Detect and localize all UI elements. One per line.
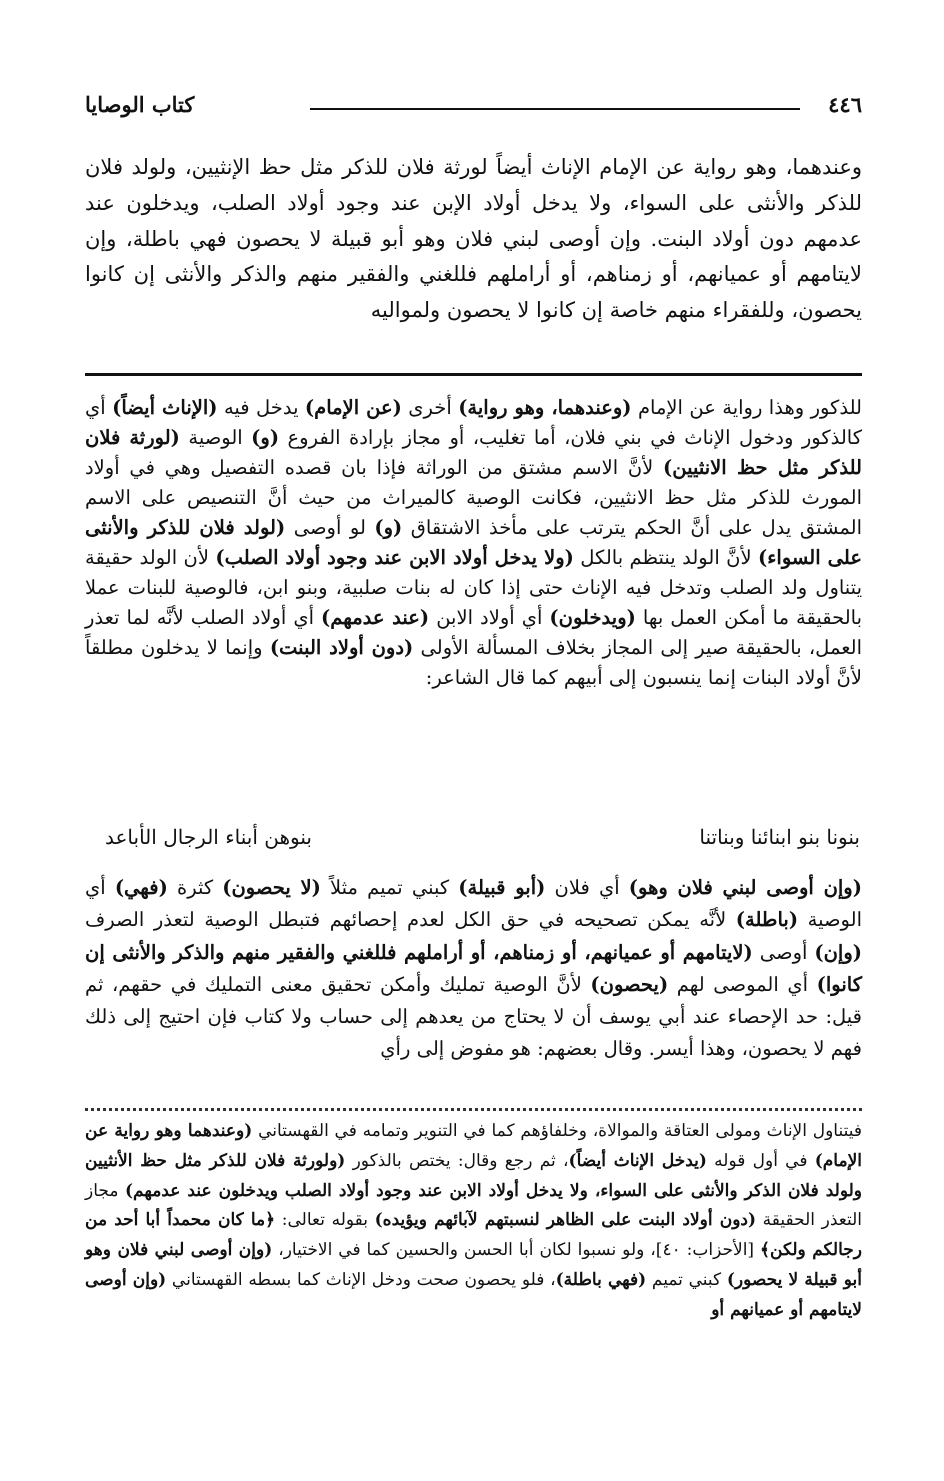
main-text: وعندهما، وهو رواية عن الإمام الإناث أيضاً لورثة فلان للذكر مثل حظ الإنثيين، ولولد فلان للذكر والأنثى على السواء، ولا يدخل أولاد الإبن عند وجود أولاد الصلب، ويدخلون عند عدمهم دون أولاد البنت. وإن أوصى لبني فلان وهو أبو قبيلة لا يحصون فهي باطلة، وإن لايتامهم أو عميانهم، أو زمناهم، أو أراملهم فللغني والفقير منهم والذكر والأنثى إن كانوا يحصون، وللفقراء منهم خاصة إن كانوا لا يحصون ولمواليه bbox=[85, 155, 863, 323]
text-run: أخرى bbox=[401, 396, 459, 419]
text-run: لأنَّ الوصية تمليك وأمكن تحقيق معنى التمليك في حقهم، ثم قيل: حد الإحصاء عند أبي يوسف أن لا يحتاج من يعدهم إلى حساب ولا كتاب فإن احتيج إلى ذلك فهم لا يحصون، وهذا أيسر. وقال بعضهم: هو مفوض إلى رأي bbox=[85, 972, 862, 1061]
bold-quote-run: (لورثة فلان للذكر مثل حظ الانثيين) bbox=[85, 426, 862, 479]
text-run: أي الوصية bbox=[85, 876, 862, 932]
footnote-paragraph bbox=[85, 1117, 862, 1326]
text-run: للذكور وهذا رواية عن الإمام bbox=[631, 396, 862, 419]
text-run: أي أولاد الابن bbox=[429, 606, 550, 629]
bold-quote-run: (يدخل الإناث أيضاً) bbox=[568, 1150, 707, 1171]
bold-quote-run: (وإن) bbox=[814, 940, 862, 964]
poem-verse bbox=[85, 825, 862, 859]
bold-quote-run: (وعندهما، وهو رواية) bbox=[458, 396, 632, 419]
text-run: الوصية bbox=[179, 426, 252, 449]
main-text-block bbox=[85, 150, 862, 329]
text-run: أي فلان bbox=[545, 876, 629, 899]
commentary-paragraph bbox=[85, 872, 862, 1066]
text-run: كبني تميم bbox=[646, 1269, 727, 1290]
text-run: لأن الولد حقيقة يتناول ولد الصلب وتدخل فيه الإناث حتى إذا كان له بنات صلبية، وبنو ابن، فالوصية للبنات عملا بالحقيقة ما أمكن العمل بها bbox=[85, 546, 863, 629]
text-run: كبني تميم مثلاً bbox=[320, 876, 459, 899]
text-run: بقوله تعالى: bbox=[275, 1210, 375, 1231]
bold-quote-run: ﴿ما كان محمداً أبا أحد من رجالكم ولكن﴾ bbox=[85, 1210, 862, 1261]
text-run: لأنَّه يمكن تصحيحه في حق الكل لعدم إحصائهم فتبطل الوصية لتعذر الصرف bbox=[85, 908, 736, 932]
poem-hemistich-first: بنونا بنو ابنائنا وبناتنا bbox=[699, 825, 860, 849]
commentary-paragraph bbox=[85, 393, 862, 693]
bold-quote-run: (أبو قبيلة) bbox=[458, 876, 546, 899]
bold-quote-run: (عن الإمام) bbox=[304, 396, 402, 419]
bold-quote-run: (وإن أوصى لايتامهم أو عميانهم أو bbox=[85, 1269, 862, 1320]
text-run: كثرة bbox=[167, 876, 223, 899]
text-run: أي كالذكور ودخول الإناث في بني فلان، أما تغليب، أو مجاز بإرادة الفروع bbox=[85, 396, 863, 449]
bold-quote-run: (لولد فلان للذكر والأنثى على السواء) bbox=[85, 516, 863, 569]
bold-quote-run: (ويدخلون) bbox=[549, 606, 636, 629]
main-commentary-divider bbox=[85, 373, 862, 376]
bold-quote-run: (الإناث أيضاً) bbox=[112, 396, 218, 419]
footnote-dotted-divider bbox=[85, 1108, 862, 1111]
text-run: لأنَّ الولد ينتظم بالكل bbox=[573, 546, 759, 569]
bold-quote-run: (دون أولاد البنت) bbox=[269, 636, 414, 659]
text-run: وإنما لا يدخلون مطلقاً لأنَّ أولاد البنات إنما ينسبون إلى أبيهم كما قال الشاعر: bbox=[85, 636, 862, 689]
text-run: لأنَّ الاسم مشتق من الوراثة فإذا بان قصده التفصيل وهي في أولاد المورث للذكر مثل حظ الانثيين، فكانت الوصية كالميراث من حيث أنَّ التنصيص على الاسم المشتق يدل على أنَّ الحكم يترتب على مأخذ الاشتقاق bbox=[85, 456, 862, 539]
footnote-block bbox=[85, 1117, 862, 1326]
text-run: مجاز التعذر الحقيقة bbox=[85, 1180, 862, 1231]
bold-quote-run: (و) bbox=[251, 426, 280, 449]
text-run: لو أوصى bbox=[285, 516, 375, 539]
bold-quote-run: (وعندهما وهو رواية عن الإمام) bbox=[85, 1121, 863, 1171]
bold-quote-run: (ولورثة فلان للذكر مثل حظ الأنثيين ولولد فلان الذكر والأنثى على السواء، ولا يدخل أولاد الابن عند وجود أولاد الصلب ويدخلون عند عدمهم) bbox=[85, 1150, 863, 1201]
text-run: أوصى bbox=[752, 940, 815, 964]
commentary-block-2 bbox=[85, 872, 862, 1066]
text-run: يدخل فيه bbox=[217, 396, 305, 419]
commentary-block-1 bbox=[85, 393, 862, 693]
text-run: أي الموصى لهم bbox=[668, 972, 817, 996]
text-run: في أول قوله bbox=[706, 1150, 815, 1171]
page-header bbox=[85, 92, 862, 122]
bold-quote-run: (و) bbox=[374, 516, 403, 539]
bold-quote-run: (يحصون) bbox=[590, 972, 669, 996]
bold-quote-run: (وإن أوصى لبني فلان وهو أبو قبيلة لا يحصور) bbox=[85, 1240, 862, 1290]
bold-quote-run: (ولا يدخل أولاد الابن عند وجود أولاد الصلب) bbox=[215, 546, 574, 569]
text-run: أي أولاد الصلب لأنَّه لما تعذر العمل، بالحقيقة صير إلى المجاز بخلاف المسألة الأولى bbox=[85, 606, 862, 659]
header-rule bbox=[310, 108, 800, 110]
bold-quote-run: (باطلة) bbox=[735, 908, 799, 932]
text-run: فيتناول الإناث ومولى العتاقة والموالاة، وخلفاؤهم كما في التنوير وتمامه في القهستاني bbox=[252, 1121, 862, 1141]
bold-quote-run: (فهي) bbox=[114, 876, 168, 899]
text-run: ، فلو يحصون صحت ودخل الإناث كما بسطه القهستاني bbox=[166, 1269, 556, 1290]
bold-quote-run: (لايتامهم أو عميانهم، أو زمناهم، أو أراملهم فللغني والفقير منهم والذكر والأنثى إن كانوا) bbox=[85, 940, 862, 996]
bold-quote-run: (دون أولاد البنت على الظاهر لنسبتهم لآبائهم ويؤيده) bbox=[374, 1210, 757, 1231]
bold-quote-run: (وإن أوصى لبني فلان وهو) bbox=[628, 876, 862, 899]
poem-hemistich-second: بنوهن أبناء الرجال الأباعد bbox=[105, 825, 312, 849]
bold-quote-run: (عند عدمهم) bbox=[321, 606, 430, 629]
bold-quote-run: (فهي باطلة) bbox=[555, 1269, 647, 1290]
text-run: [الأحزاب: ٤٠]، ولو نسبوا لكان أبا الحسن والحسين كما في الاختيار، bbox=[272, 1240, 761, 1261]
running-title: كتاب الوصايا bbox=[85, 92, 195, 117]
text-run: ، ثم رجع وقال: يختص بالذكور bbox=[345, 1150, 569, 1171]
bold-quote-run: (لا يحصون) bbox=[222, 876, 321, 899]
page-number: ٤٤٦ bbox=[828, 92, 862, 117]
